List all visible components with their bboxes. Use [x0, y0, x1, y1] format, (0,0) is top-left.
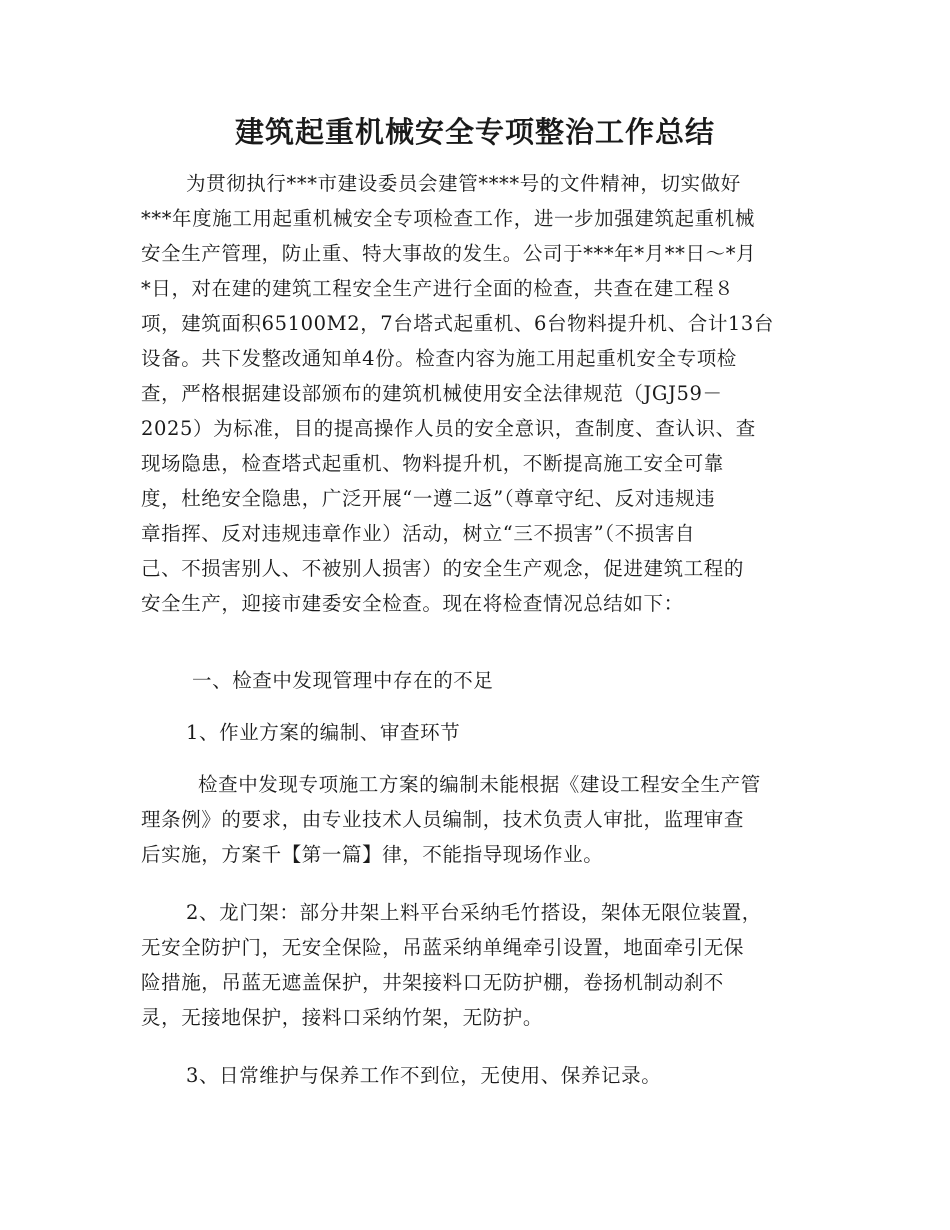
intro-line: 设备。共下发整改通知单4份。检查内容为施工用起重机安全专项检	[141, 347, 737, 370]
item1-line: 后实施，方案千【第一篇】律，不能指导现场作业。	[141, 843, 604, 866]
document-title: 建筑起重机械安全专项整治工作总结	[234, 115, 715, 149]
item3-line: 3、日常维护与保养工作不到位，无使用、保养记录。	[186, 1064, 662, 1087]
item1-line: 检查中发现专项施工方案的编制未能根据《建设工程安全生产管	[198, 773, 761, 796]
intro-line: 2025）为标准，目的提高操作人员的安全意识，查制度、查认识、查	[141, 417, 756, 440]
item2-line: 险措施，吊蓝无遮盖保护，井架接料口无防护棚，卷扬机制动刹不	[141, 971, 724, 994]
intro-line: 现场隐患，检查塔式起重机、物料提升机，不断提高施工安全可靠	[141, 452, 724, 475]
intro-line: 为贯彻执行***市建设委员会建管****号的文件精神，切实做好	[186, 172, 741, 195]
intro-line: 安全生产，迎接市建委安全检查。现在将检查情况总结如下：	[141, 592, 684, 615]
intro-line: 查，严格根据建设部颁布的建筑机械使用安全法律规范（JGJ59－	[141, 382, 723, 405]
section-heading: 一、检查中发现管理中存在的不足	[192, 669, 494, 692]
intro-line: 安全生产管理，防止重、特大事故的发生。公司于***年*月**日～*月	[141, 242, 757, 265]
intro-line: *日，对在建的建筑工程安全生产进行全面的检查，共查在建工程８	[141, 277, 735, 300]
item2-line: 2、龙门架：部分井架上料平台采纳毛竹搭设，架体无限位装置，	[186, 901, 762, 924]
intro-line: 章指挥、反对违规违章作业）活动，树立“三不损害”（不损害自	[141, 522, 696, 545]
intro-line: 度，杜绝安全隐患，广泛开展“一遵二返”（尊章守纪、反对违规违	[141, 487, 716, 510]
intro-line: 项，建筑面积65100M2，7台塔式起重机、6台物料提升机、合计13台	[141, 312, 775, 335]
intro-line: 己、不损害别人、不被别人损害）的安全生产观念，促进建筑工程的	[141, 557, 745, 580]
item1-line: 理条例》的要求，由专业技术人员编制，技术负责人审批，监理审查	[141, 808, 745, 831]
intro-line: ***年度施工用起重机械安全专项检查工作，进一步加强建筑起重机械	[141, 207, 755, 230]
item2-line: 灵，无接地保护，接料口采纳竹架，无防护。	[141, 1006, 544, 1029]
item2-line: 无安全防护门，无安全保险，吊蓝采纳单绳牵引设置，地面牵引无保	[141, 936, 745, 959]
item-heading: 1、作业方案的编制、审查环节	[186, 721, 461, 744]
